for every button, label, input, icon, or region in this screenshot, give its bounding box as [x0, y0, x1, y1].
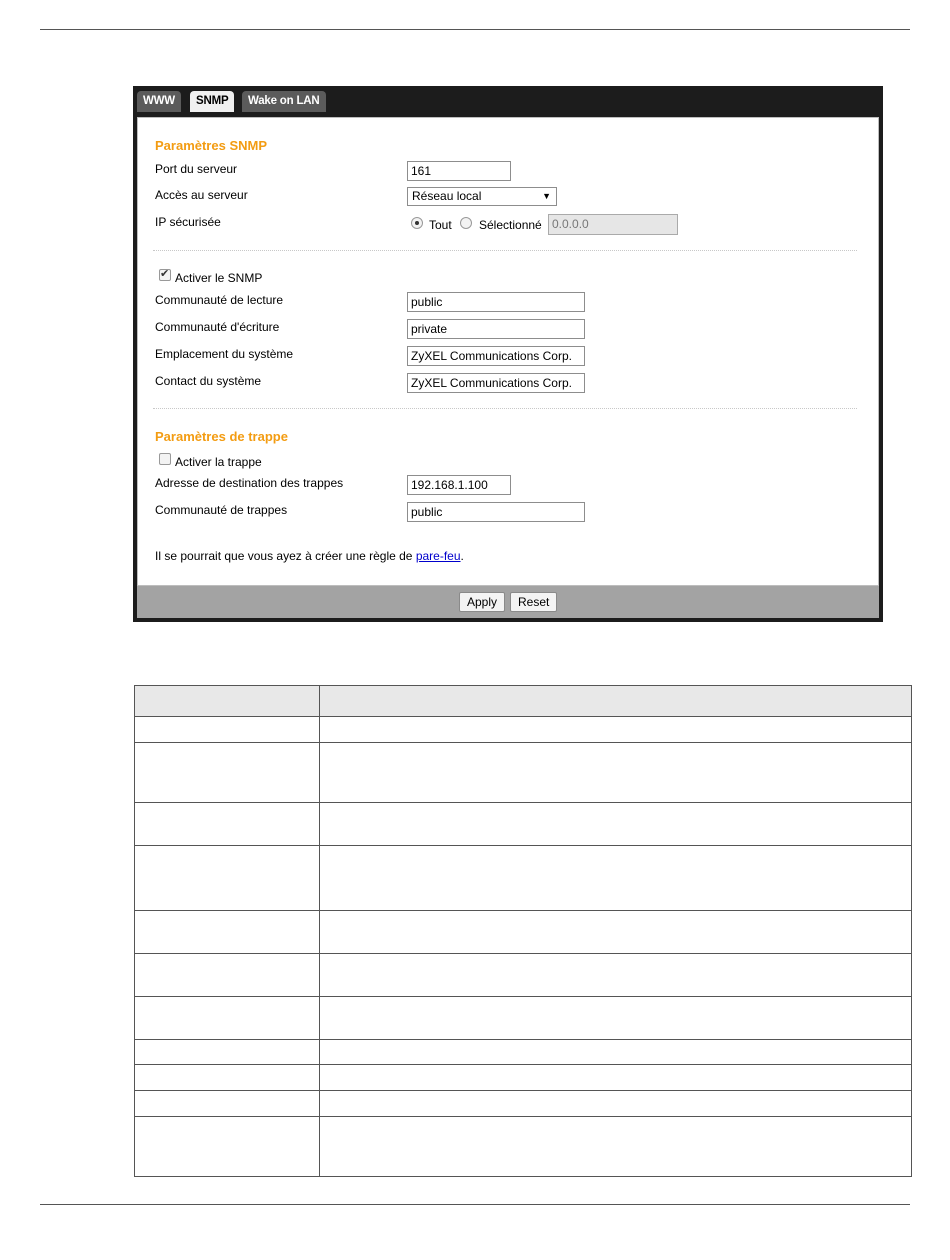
- server-access-value: Réseau local: [412, 189, 482, 203]
- table-header-row: [135, 686, 912, 717]
- table-header-cell: [320, 686, 912, 717]
- table-cell: [135, 717, 320, 743]
- table-row: [135, 997, 912, 1040]
- secure-ip-input[interactable]: 0.0.0.0: [548, 214, 678, 235]
- enable-trap-label: Activer la trappe: [175, 455, 262, 469]
- table-cell: [135, 1117, 320, 1177]
- table-cell: [135, 1065, 320, 1091]
- table-row: [135, 846, 912, 911]
- table-cell: [320, 911, 912, 954]
- system-contact-label: Contact du système: [155, 374, 262, 388]
- server-access-select[interactable]: [407, 187, 557, 206]
- table-cell: [320, 1091, 912, 1117]
- section-divider: [153, 250, 857, 251]
- table-cell: [320, 743, 912, 803]
- enable-trap-checkbox[interactable]: [159, 453, 171, 465]
- read-community-input[interactable]: public: [407, 292, 585, 312]
- trap-destination-input[interactable]: 192.168.1.100: [407, 475, 511, 495]
- system-location-input[interactable]: ZyXEL Communications Corp.: [407, 346, 585, 366]
- reset-button[interactable]: Reset: [510, 592, 557, 612]
- firewall-note-text: Il se pourrait que vous ayez à créer une règle de: [155, 549, 416, 563]
- header-rule: [40, 29, 910, 30]
- description-table: [134, 685, 912, 1177]
- table-cell: [320, 1040, 912, 1065]
- table-row: [135, 1040, 912, 1065]
- table-row: [135, 911, 912, 954]
- button-bar: [137, 586, 879, 618]
- firewall-link[interactable]: pare-feu: [415, 549, 461, 563]
- table-row: [135, 803, 912, 846]
- section-divider: [153, 408, 857, 409]
- table-row: [135, 1091, 912, 1117]
- snmp-panel: [133, 86, 883, 622]
- trap-destination-label: Adresse de destination des trappes: [155, 476, 344, 490]
- apply-button[interactable]: Apply: [459, 592, 505, 612]
- tab-www[interactable]: WWW: [137, 91, 181, 112]
- dropdown-arrow-icon: ▼: [542, 191, 551, 201]
- trap-heading: Paramètres de trappe: [155, 429, 288, 444]
- table-row: [135, 1065, 912, 1091]
- table-cell: [135, 846, 320, 911]
- table-cell: [135, 954, 320, 997]
- enable-snmp-label: Activer le SNMP: [175, 271, 263, 285]
- table-row: [135, 717, 912, 743]
- table-cell: [135, 1091, 320, 1117]
- radio-all[interactable]: [411, 217, 423, 229]
- tab-snmp[interactable]: SNMP: [190, 91, 234, 112]
- table-cell: [320, 1065, 912, 1091]
- server-access-label: Accès au serveur: [155, 188, 248, 202]
- tab-wake-on-lan[interactable]: Wake on LAN: [242, 91, 326, 112]
- table-cell: [135, 743, 320, 803]
- write-community-label: Communauté d'écriture: [155, 320, 280, 334]
- table-cell: [320, 717, 912, 743]
- table-cell: [320, 954, 912, 997]
- table-row: [135, 954, 912, 997]
- trap-community-input[interactable]: public: [407, 502, 585, 522]
- table-cell: [320, 997, 912, 1040]
- radio-selected-label: Sélectionné: [479, 218, 542, 232]
- settings-form: [137, 117, 879, 586]
- read-community-label: Communauté de lecture: [155, 293, 284, 307]
- server-port-input[interactable]: 161: [407, 161, 511, 181]
- system-location-label: Emplacement du système: [155, 347, 294, 361]
- secure-ip-label: IP sécurisée: [155, 215, 221, 229]
- radio-all-label: Tout: [429, 218, 452, 232]
- table-row: [135, 1117, 912, 1177]
- footer-rule: [40, 1204, 910, 1205]
- table-cell: [135, 1040, 320, 1065]
- snmp-heading: Paramètres SNMP: [155, 138, 267, 153]
- table-row: [135, 743, 912, 803]
- write-community-input[interactable]: private: [407, 319, 585, 339]
- system-contact-input[interactable]: ZyXEL Communications Corp.: [407, 373, 585, 393]
- table-cell: [135, 911, 320, 954]
- table-cell: [320, 803, 912, 846]
- firewall-note-end: .: [460, 549, 464, 563]
- trap-community-label: Communauté de trappes: [155, 503, 288, 517]
- table-header-cell: [135, 686, 320, 717]
- table-cell: [135, 803, 320, 846]
- enable-snmp-checkbox[interactable]: [159, 269, 171, 281]
- table-cell: [320, 1117, 912, 1177]
- table-cell: [135, 997, 320, 1040]
- table-cell: [320, 846, 912, 911]
- radio-selected[interactable]: [460, 217, 472, 229]
- firewall-note: [155, 549, 464, 563]
- server-port-label: Port du serveur: [155, 162, 238, 176]
